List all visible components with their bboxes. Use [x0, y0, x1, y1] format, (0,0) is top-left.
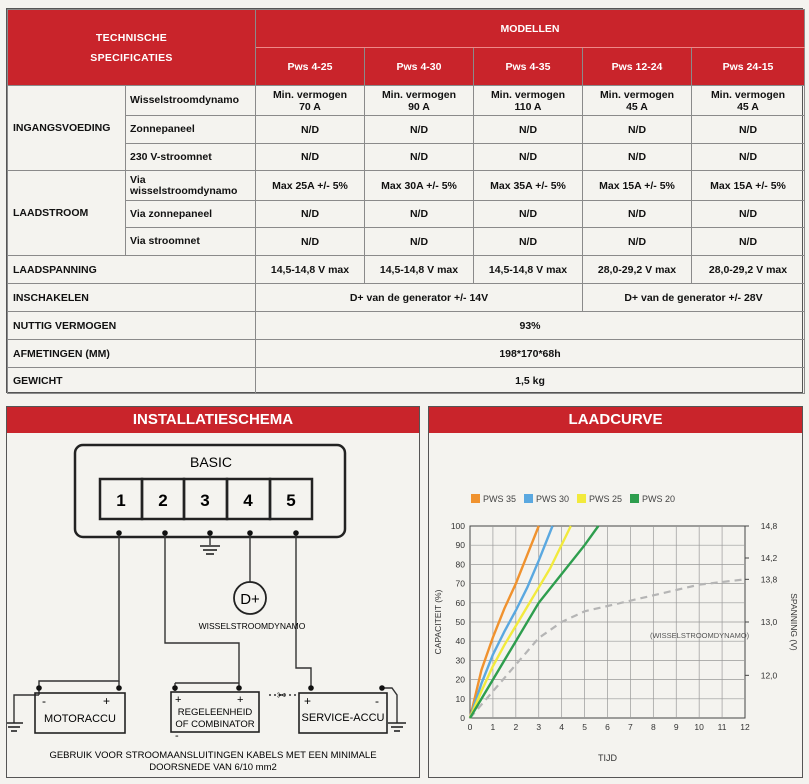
- legend-swatch: [577, 494, 586, 503]
- model-name: Pws 4-35: [474, 48, 583, 86]
- spec-value: N/D: [583, 116, 692, 144]
- y-tick-label: 80: [455, 559, 465, 570]
- plus-sign: +: [237, 694, 244, 706]
- value-line: 90 A: [408, 100, 430, 113]
- y-tick-label: 50: [455, 617, 465, 627]
- x-tick-label: 10: [694, 722, 704, 732]
- basic-label: BASIC: [189, 454, 233, 470]
- model-name: Pws 4-25: [256, 48, 365, 86]
- note-line2: DOORSNEDE VAN 6/10 mm2: [149, 762, 277, 773]
- sub-label: Via stroomnet: [126, 228, 256, 256]
- dplus-label: D+: [240, 591, 260, 608]
- installation-title: INSTALLATIESCHEMA: [7, 407, 419, 433]
- sub-label: Via zonnepaneel: [126, 201, 256, 228]
- value-line: Min. vermogen: [599, 88, 675, 101]
- sub-label: Wisselstroomdynamo: [126, 86, 256, 116]
- sub-label: Zonnepaneel: [126, 116, 256, 144]
- terminal-block: [100, 479, 312, 519]
- legend-swatch: [630, 494, 639, 503]
- y-tick-label: 20: [455, 674, 465, 685]
- installation-panel: [6, 406, 420, 778]
- ground-icon: [7, 723, 23, 731]
- spec-value: Max 35A +/- 5%: [474, 171, 583, 201]
- sub-line: wisselstroomdynamo: [130, 184, 238, 197]
- legend-swatch: [524, 494, 533, 503]
- plus-sign: +: [103, 694, 111, 708]
- plus-sign: +: [175, 694, 182, 706]
- value-line: Min. vermogen: [710, 88, 786, 101]
- y-tick-label: 30: [455, 655, 465, 666]
- spec-value: [583, 86, 692, 116]
- y2-tick-label: 12,0: [760, 670, 778, 681]
- sub-label: [126, 171, 256, 201]
- sub-line: Via: [130, 173, 146, 186]
- spec-value: N/D: [583, 201, 692, 228]
- y2-axis-label: SPANNING (V): [789, 593, 799, 651]
- x-tick-label: 3: [536, 722, 542, 732]
- spec-value: 14,5-14,8 V max: [256, 256, 365, 284]
- y-tick-label: 0: [460, 713, 465, 723]
- legend-label: PWS 25: [589, 494, 623, 504]
- spec-value: [256, 86, 365, 116]
- spec-value: 14,5-14,8 V max: [365, 256, 474, 284]
- category-nuttig-vermogen: NUTTIG VERMOGEN: [8, 312, 256, 340]
- y-axis-label: CAPACITEIT (%): [433, 589, 443, 655]
- charge-curve-title: LAADCURVE: [429, 407, 802, 433]
- legend-label: PWS 35: [483, 494, 517, 504]
- x-tick-label: 11: [717, 722, 727, 732]
- y-tick-label: 60: [455, 597, 465, 608]
- spec-title-line2: SPECIFICATIES: [90, 51, 173, 64]
- spec-value: N/D: [256, 228, 365, 256]
- spec-value: N/D: [365, 144, 474, 171]
- y2-tick-label: 13,8: [760, 574, 778, 585]
- charge-curve-chart: [429, 433, 802, 777]
- spec-value: N/D: [474, 116, 583, 144]
- y-tick-label: 10: [455, 693, 465, 704]
- plus-sign: +: [304, 694, 312, 708]
- terminal-number: 2: [158, 491, 168, 510]
- spec-grid: [7, 9, 805, 394]
- minus-sign: -: [175, 730, 179, 742]
- spec-value: N/D: [365, 201, 474, 228]
- terminal-number: 3: [200, 491, 210, 510]
- spec-value: N/D: [474, 144, 583, 171]
- spec-value: N/D: [365, 116, 474, 144]
- spec-value: N/D: [692, 116, 805, 144]
- spec-value-wide: 1,5 kg: [256, 368, 805, 394]
- x-tick-label: 6: [605, 722, 610, 732]
- spec-value: [474, 86, 583, 116]
- value-line: Min. vermogen: [490, 88, 566, 101]
- spec-value: Max 15A +/- 5%: [583, 171, 692, 201]
- y-tick-label: 40: [455, 636, 465, 647]
- spec-value: N/D: [583, 228, 692, 256]
- spec-value: 14,5-14,8 V max: [474, 256, 583, 284]
- spec-value-wide: 198*170*68h: [256, 340, 805, 368]
- x-axis-label: TIJD: [598, 753, 617, 763]
- service-battery-label: SERVICE-ACCU: [301, 712, 385, 724]
- y-tick-label: 90: [455, 540, 465, 551]
- minus-sign: -: [375, 694, 379, 708]
- spec-table: [6, 8, 803, 393]
- ground-icon: [200, 546, 220, 554]
- spec-value: N/D: [256, 116, 365, 144]
- terminal-number: 5: [286, 491, 296, 510]
- x-tick-label: 12: [740, 722, 750, 732]
- spec-value: 28,0-29,2 V max: [583, 256, 692, 284]
- x-tick-label: 0: [467, 722, 473, 732]
- spec-value: N/D: [256, 144, 365, 171]
- category-afmetingen: AFMETINGEN (MM): [8, 340, 256, 368]
- spec-value: Max 30A +/- 5%: [365, 171, 474, 201]
- x-tick-label: 1: [490, 722, 496, 732]
- value-line: 110 A: [514, 100, 542, 113]
- category-ingangsvoeding: INGANGSVOEDING: [8, 86, 126, 171]
- chart-grid: [470, 526, 745, 718]
- spec-value-wide: D+ van de generator +/- 14V: [256, 284, 583, 312]
- category-laadspanning: LAADSPANNING: [8, 256, 256, 284]
- model-name: Pws 24-15: [692, 48, 805, 86]
- x-tick-label: 8: [650, 722, 656, 732]
- models-header: MODELLEN: [256, 10, 805, 48]
- value-line: Min. vermogen: [272, 88, 348, 101]
- dynamo-label: WISSELSTROOMDYNAMO: [198, 621, 306, 631]
- terminal-number: 4: [243, 491, 253, 510]
- regulator-label-line1: REGELEENHEID: [177, 707, 253, 718]
- spec-value: N/D: [474, 228, 583, 256]
- spec-value: [365, 86, 474, 116]
- spec-title-line1: TECHNISCHE: [95, 31, 168, 44]
- spec-value: 28,0-29,2 V max: [692, 256, 805, 284]
- model-name: Pws 4-30: [365, 48, 474, 86]
- scissors-icon: ✂: [277, 690, 287, 702]
- spec-value: N/D: [692, 201, 805, 228]
- spec-value: N/D: [365, 228, 474, 256]
- x-tick-label: 9: [673, 722, 679, 732]
- category-laadstroom: LAADSTROOM: [8, 171, 126, 256]
- x-tick-label: 7: [628, 722, 633, 732]
- spec-value: N/D: [474, 201, 583, 228]
- category-gewicht: GEWICHT: [8, 368, 256, 394]
- spec-value: N/D: [583, 144, 692, 171]
- spec-value: Max 15A +/- 5%: [692, 171, 805, 201]
- legend-swatch: [471, 494, 480, 503]
- spec-value: N/D: [256, 201, 365, 228]
- ground-icon: [388, 723, 406, 731]
- spec-title: [8, 10, 256, 86]
- x-tick-label: 4: [559, 722, 565, 732]
- value-line: 45 A: [737, 100, 759, 113]
- sub-label: 230 V-stroomnet: [126, 144, 256, 171]
- regulator-label-line2: OF COMBINATOR: [175, 719, 255, 730]
- voltage-annotation: (WISSELSTROOMDYNAMO): [650, 631, 750, 640]
- legend-label: PWS 30: [536, 494, 570, 504]
- x-tick-label: 5: [582, 722, 587, 732]
- value-line: 45 A: [626, 100, 648, 113]
- legend-label: PWS 20: [642, 494, 676, 504]
- chart-legend: [471, 494, 675, 504]
- minus-sign: -: [42, 694, 46, 708]
- wiring-diagram: [7, 433, 419, 777]
- spec-value: Max 25A +/- 5%: [256, 171, 365, 201]
- x-tick-label: 2: [513, 722, 519, 732]
- y-tick-label: 70: [455, 578, 465, 589]
- charge-curve-panel: [428, 406, 803, 778]
- spec-value: N/D: [692, 144, 805, 171]
- value-line: Min. vermogen: [381, 88, 457, 101]
- spec-value-wide: D+ van de generator +/- 28V: [583, 284, 805, 312]
- motor-battery-label: MOTORACCU: [44, 713, 116, 725]
- note-line1: GEBRUIK VOOR STROOMAANSLUITINGEN KABELS MET EEN MINIMALE: [49, 750, 377, 761]
- y2-tick-label: 14,2: [760, 553, 778, 563]
- category-inschakelen: INSCHAKELEN: [8, 284, 256, 312]
- spec-value: [692, 86, 805, 116]
- y2-tick-label: 14,8: [760, 521, 778, 531]
- spec-value: N/D: [692, 228, 805, 256]
- spec-value-wide: 93%: [256, 312, 805, 340]
- terminal-number: 1: [116, 491, 126, 510]
- y2-tick-label: 13,0: [760, 617, 778, 627]
- value-line: 70 A: [299, 100, 321, 113]
- y-tick-label: 100: [450, 521, 465, 531]
- model-name: Pws 12-24: [583, 48, 692, 86]
